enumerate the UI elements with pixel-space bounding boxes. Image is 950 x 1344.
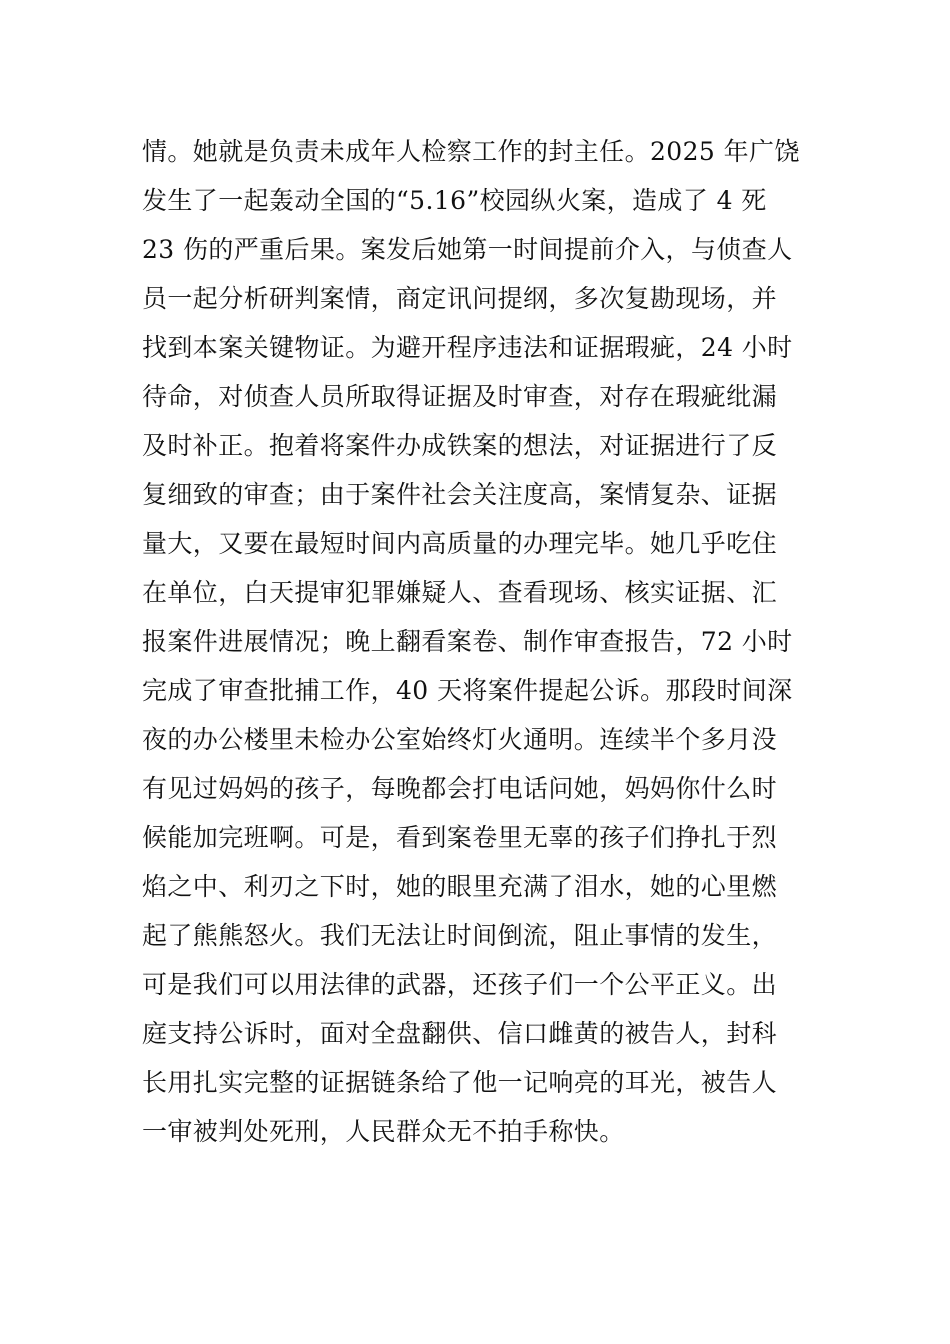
text-line-11: 报案件进展情况；晚上翻看案卷、制作审查报告，72 小时 <box>142 627 793 656</box>
text-line-10: 在单位，白天提审犯罪嫌疑人、查看现场、核实证据、汇 <box>142 578 778 607</box>
text-line-15: 候能加完班啊。可是，看到案卷里无辜的孩子们挣扎于烈 <box>142 823 778 852</box>
text-line-20: 长用扎实完整的证据链条给了他一记响亮的耳光，被告人 <box>142 1068 778 1097</box>
text-line-1: 情。她就是负责未成年人检察工作的封主任。2025 年广饶 <box>142 137 800 166</box>
text-line-2: 发生了一起轰动全国的“5.16”校园纵火案，造成了 4 死 <box>142 186 767 215</box>
text-line-16: 焰之中、利刃之下时，她的眼里充满了泪水，她的心里燃 <box>142 872 778 901</box>
text-line-21: 一审被判处死刑，人民群众无不拍手称快。 <box>142 1117 625 1146</box>
text-line-7: 及时补正。抱着将案件办成铁案的想法，对证据进行了反 <box>142 431 778 460</box>
text-line-19: 庭支持公诉时，面对全盘翻供、信口雌黄的被告人，封科 <box>142 1019 778 1048</box>
text-line-17: 起了熊熊怒火。我们无法让时间倒流，阻止事情的发生， <box>142 921 778 950</box>
text-line-14: 有见过妈妈的孩子，每晚都会打电话问她，妈妈你什么时 <box>142 774 778 803</box>
text-line-9: 量大，又要在最短时间内高质量的办理完毕。她几乎吃住 <box>142 529 778 558</box>
text-line-5: 找到本案关键物证。为避开程序违法和证据瑕疵，24 小时 <box>142 333 793 362</box>
body-paragraph <box>142 127 822 1156</box>
text-line-13: 夜的办公楼里未检办公室始终灯火通明。连续半个多月没 <box>142 725 778 754</box>
text-line-6: 待命，对侦查人员所取得证据及时审查，对存在瑕疵纰漏 <box>142 382 778 411</box>
text-line-3: 23 伤的严重后果。案发后她第一时间提前介入，与侦查人 <box>142 235 793 264</box>
text-line-4: 员一起分析研判案情，商定讯问提纲，多次复勘现场，并 <box>142 284 778 313</box>
text-line-8: 复细致的审查；由于案件社会关注度高，案情复杂、证据 <box>142 480 778 509</box>
text-line-18: 可是我们可以用法律的武器，还孩子们一个公平正义。出 <box>142 970 778 999</box>
text-line-12: 完成了审查批捕工作，40 天将案件提起公诉。那段时间深 <box>142 676 793 705</box>
